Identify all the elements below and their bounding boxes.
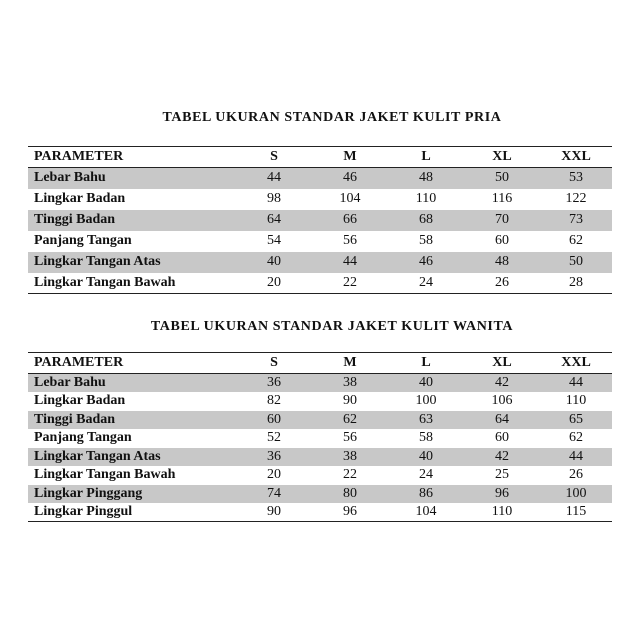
value-m: 96	[343, 504, 357, 519]
value-l: 63	[419, 411, 433, 427]
value-xxl: 44	[569, 448, 583, 464]
header-size-xl: XL	[464, 353, 540, 374]
pria-size-table	[28, 146, 612, 294]
value-l: 58	[419, 233, 433, 248]
value-s: 20	[267, 467, 281, 483]
value-l: 24	[419, 274, 433, 290]
value-s: 90	[267, 504, 281, 519]
value-m: 22	[343, 274, 357, 290]
table-row	[28, 210, 612, 231]
value-m: 22	[343, 467, 357, 483]
value-l: 46	[419, 254, 433, 269]
parameter-name: Panjang Tangan	[34, 430, 132, 446]
value-xl: 70	[495, 212, 509, 227]
value-m: 38	[343, 375, 357, 390]
wanita-table-header	[28, 353, 612, 374]
value-xxl: 100	[565, 485, 587, 501]
parameter-name: Lingkar Tangan Atas	[34, 448, 161, 464]
header-size-l: L	[388, 147, 464, 168]
value-s: 82	[267, 393, 281, 409]
value-xxl: 26	[569, 467, 583, 483]
value-m: 56	[343, 233, 357, 248]
value-xl: 116	[491, 191, 513, 206]
parameter-name: Lebar Bahu	[34, 375, 106, 390]
value-xxl: 28	[569, 274, 583, 290]
parameter-name: Tinggi Badan	[34, 212, 116, 227]
value-l: 58	[419, 430, 433, 446]
value-s: 44	[267, 170, 281, 186]
header-size-xl: XL	[464, 147, 540, 168]
value-xxl: 122	[565, 191, 587, 206]
header-size-m: M	[312, 353, 388, 374]
value-xl: 110	[491, 504, 513, 519]
value-xxl: 50	[569, 254, 583, 269]
value-s: 74	[267, 485, 281, 501]
parameter-name: Lingkar Tangan Atas	[34, 254, 161, 269]
wanita-size-table	[28, 352, 612, 522]
value-xxl: 53	[569, 170, 583, 186]
value-xl: 64	[495, 411, 509, 427]
header-parameter: PARAMETER	[28, 147, 236, 168]
header-parameter: PARAMETER	[28, 353, 236, 374]
value-xl: 60	[495, 430, 509, 446]
table-row	[28, 374, 612, 393]
value-m: 46	[343, 170, 357, 186]
value-s: 40	[267, 254, 281, 269]
pria-table-title: TABEL UKURAN STANDAR JAKET KULIT PRIA	[162, 110, 502, 125]
value-xl: 106	[491, 393, 513, 409]
table-row	[28, 503, 612, 522]
value-m: 56	[343, 430, 357, 446]
value-xl: 96	[495, 485, 509, 501]
value-s: 64	[267, 212, 281, 227]
table-row	[28, 231, 612, 252]
header-size-l: L	[388, 353, 464, 374]
wanita-table-title: TABEL UKURAN STANDAR JAKET KULIT WANITA	[150, 319, 514, 334]
value-s: 54	[267, 233, 281, 248]
value-l: 24	[419, 467, 433, 483]
value-m: 80	[343, 485, 357, 501]
value-xl: 48	[495, 254, 509, 269]
parameter-name: Lingkar Pinggul	[34, 504, 133, 519]
value-m: 62	[343, 411, 357, 427]
parameter-name: Tinggi Badan	[34, 411, 116, 427]
parameter-name: Lingkar Badan	[34, 393, 126, 409]
value-m: 38	[343, 448, 357, 464]
value-xxl: 73	[569, 212, 583, 227]
header-size-s: S	[236, 353, 312, 374]
parameter-name: Lingkar Tangan Bawah	[34, 274, 176, 290]
value-s: 60	[267, 411, 281, 427]
value-m: 44	[343, 254, 357, 269]
pria-table-header	[28, 147, 612, 168]
header-size-s: S	[236, 147, 312, 168]
table-row	[28, 429, 612, 448]
value-m: 66	[343, 212, 357, 227]
value-s: 52	[267, 430, 281, 446]
value-xl: 25	[495, 467, 509, 483]
value-xxl: 62	[569, 233, 583, 248]
value-xl: 42	[495, 448, 509, 464]
header-size-m: M	[312, 147, 388, 168]
parameter-name: Lingkar Pinggang	[34, 485, 143, 501]
header-size-xxl: XXL	[540, 353, 612, 374]
value-s: 98	[267, 191, 281, 206]
value-s: 36	[267, 448, 281, 464]
value-xl: 42	[495, 375, 509, 390]
value-l: 86	[419, 485, 433, 501]
table-row	[28, 411, 612, 430]
table-row	[28, 392, 612, 411]
value-xxl: 110	[565, 393, 587, 409]
value-xxl: 65	[569, 411, 583, 427]
value-s: 36	[267, 375, 281, 390]
table-row	[28, 448, 612, 467]
value-l: 104	[415, 504, 437, 519]
value-s: 20	[267, 274, 281, 290]
table-row	[28, 485, 612, 504]
value-xl: 50	[495, 170, 509, 186]
table-row	[28, 168, 612, 189]
parameter-name: Panjang Tangan	[34, 233, 132, 248]
table-row	[28, 273, 612, 294]
value-xl: 60	[495, 233, 509, 248]
table-row	[28, 466, 612, 485]
table-row	[28, 252, 612, 273]
value-l: 48	[419, 170, 433, 186]
parameter-name: Lebar Bahu	[34, 170, 106, 186]
value-l: 40	[419, 448, 433, 464]
value-l: 68	[419, 212, 433, 227]
value-l: 100	[415, 393, 437, 409]
value-xxl: 44	[569, 375, 583, 390]
value-xl: 26	[495, 274, 509, 290]
header-size-xxl: XXL	[540, 147, 612, 168]
value-m: 90	[343, 393, 357, 409]
parameter-name: Lingkar Tangan Bawah	[34, 467, 176, 483]
value-xxl: 115	[565, 504, 587, 519]
table-row	[28, 189, 612, 210]
value-xxl: 62	[569, 430, 583, 446]
value-l: 40	[419, 375, 433, 390]
value-m: 104	[339, 191, 361, 206]
value-l: 110	[415, 191, 437, 206]
parameter-name: Lingkar Badan	[34, 191, 126, 206]
